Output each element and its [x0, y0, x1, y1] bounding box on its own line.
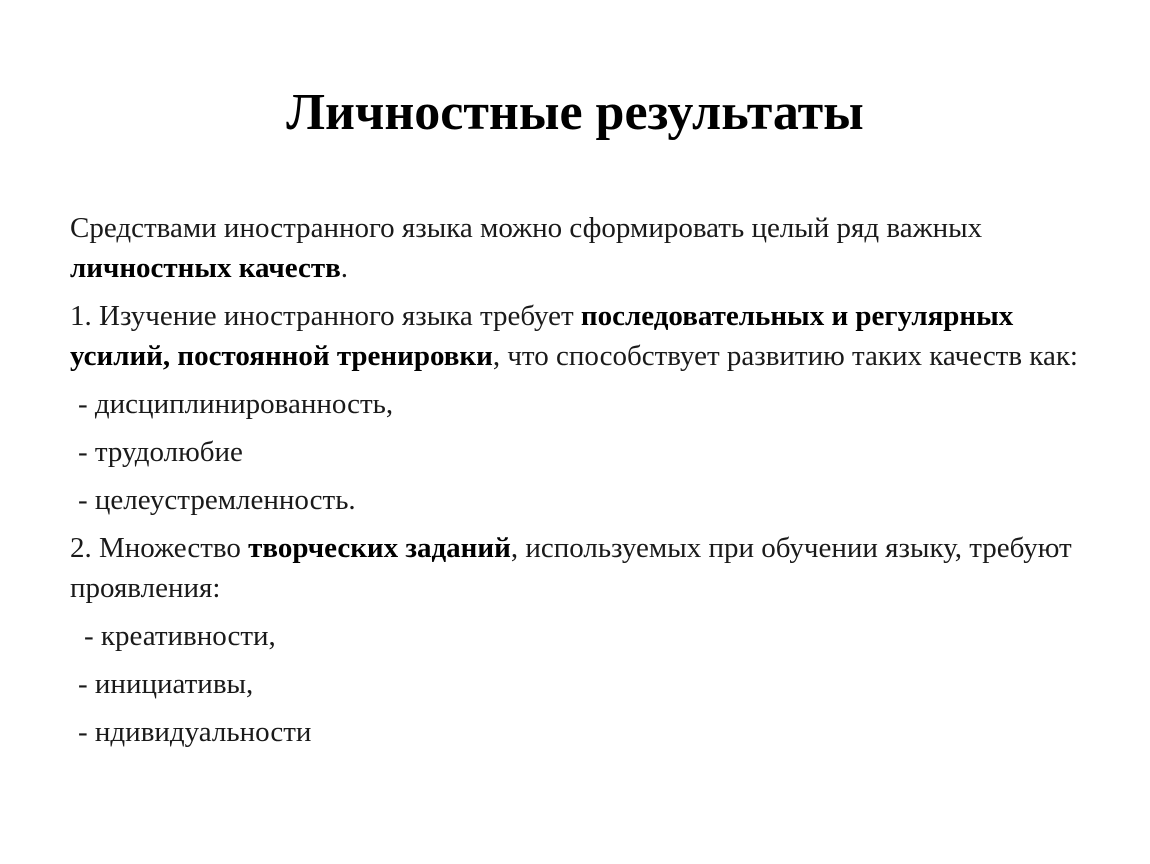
- point-2-text-2: , используемых при обучении языку, требуют проявления:: [70, 532, 1072, 604]
- list-1-item: - целеустремленность.: [78, 484, 356, 516]
- list-2-item: - креативности,: [84, 620, 276, 652]
- slide-title: Личностные результаты: [286, 84, 864, 141]
- list-1-item: - трудолюбие: [78, 436, 243, 468]
- intro-text-1: Средствами иностранного языка можно сформировать целый ряд важных: [70, 212, 983, 244]
- intro-paragraph: [70, 208, 1110, 288]
- slide-body: [70, 208, 1110, 760]
- point-2-text-1: 2. Множество: [70, 532, 249, 564]
- list-2-item: - ндивидуальности: [78, 716, 312, 748]
- point-1-paragraph: [70, 296, 1110, 376]
- point-1-text-2: , что способствует развитию таких качеств как:: [492, 340, 1078, 372]
- list-2-item: - инициативы,: [78, 668, 254, 700]
- point-1-text-1: 1. Изучение иностранного языка требует: [70, 300, 581, 332]
- intro-bold-1: личностных качеств: [70, 252, 341, 284]
- point-2-bold-1: творческих заданий: [248, 532, 511, 564]
- intro-text-2: .: [340, 252, 348, 284]
- list-1-item: - дисциплинированность,: [78, 388, 394, 420]
- point-2-paragraph: [70, 528, 1110, 608]
- point-1-bold-1: последовательных и регулярных усилий, постоянной тренировки: [70, 300, 1014, 372]
